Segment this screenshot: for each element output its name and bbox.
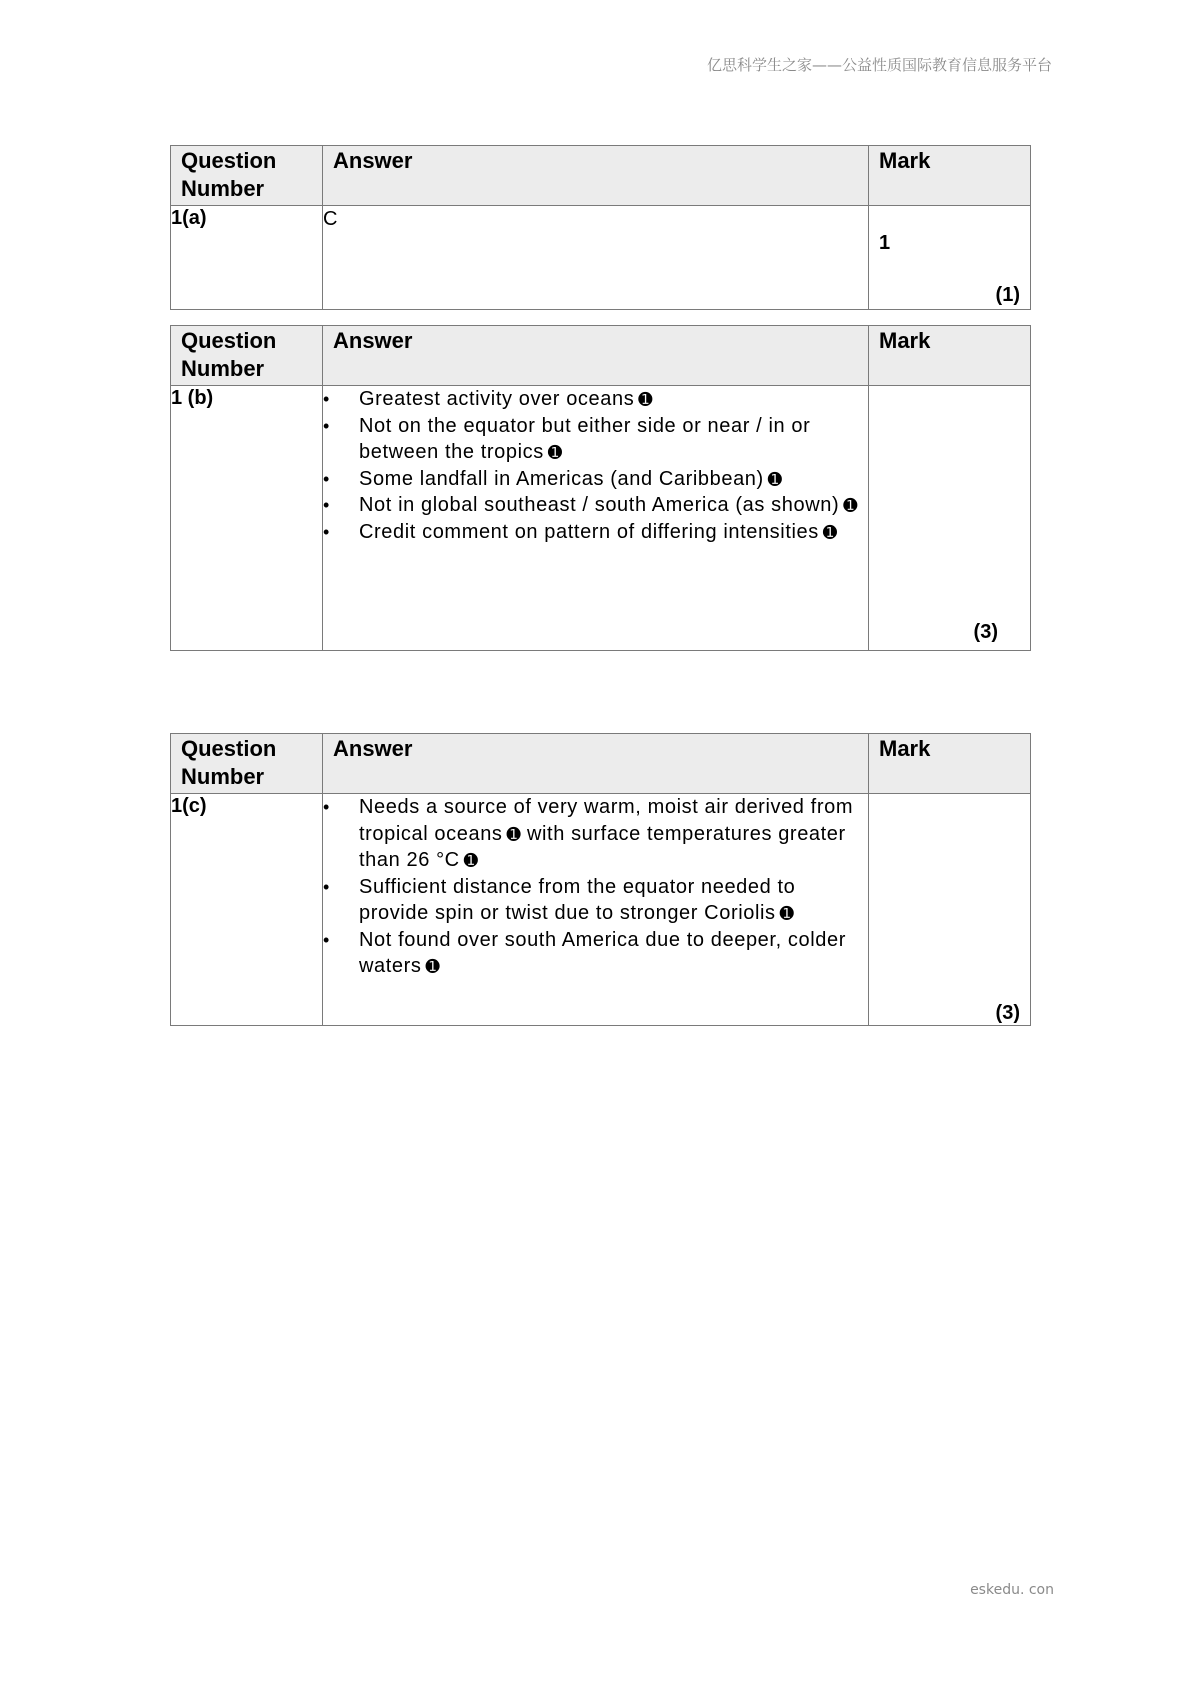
column-header-answer: Answer: [323, 146, 869, 206]
mark-tick-icon: ➊: [779, 904, 794, 923]
answer-point: • Greatest activity over oceans ➊: [359, 386, 868, 413]
column-header-mark: Mark: [869, 146, 1031, 206]
mark-tick-icon: ➊: [822, 522, 838, 542]
column-header-question: Question Number: [171, 146, 323, 206]
column-header-mark: Mark: [869, 326, 1031, 386]
footer-site-label: eskedu. con: [970, 1582, 1054, 1598]
answer-point: • Not in global southeast / south America (as shown) ➊: [359, 492, 868, 519]
mark-tick-icon: ➊: [843, 496, 858, 515]
mark-total: (3): [995, 1002, 1020, 1024]
answer-point: • Sufficient distance from the equator needed to provide spin or twist due to stronger Coriolis ➊: [359, 874, 868, 927]
column-header-mark: Mark: [869, 734, 1031, 794]
mark-tick-icon: ➊: [425, 957, 440, 976]
mark-scheme-table-1c: [170, 733, 1031, 1026]
mark-tick-icon: ➊: [547, 443, 563, 462]
question-number: 1(c): [171, 794, 323, 1026]
answer-bullet-list: [323, 386, 868, 545]
mark-value: 1: [879, 232, 891, 254]
answer-cell: [323, 386, 869, 651]
mark-total: (1): [995, 284, 1020, 306]
mark-tick-icon: ➊: [463, 851, 478, 870]
mark-tick-icon: ➊: [506, 824, 521, 844]
mark-scheme-table-1a: [170, 145, 1031, 310]
answer-bullet-list: [323, 794, 868, 980]
header-banner: 亿思科学生之家——公益性质国际教育信息服务平台: [706, 56, 1052, 74]
answer-point: • Credit comment on pattern of differing intensities ➊: [359, 519, 868, 546]
column-header-question: Question Number: [171, 326, 323, 386]
mark-cell: [869, 206, 1031, 310]
answer-cell: [323, 794, 869, 1026]
mark-total: (3): [973, 621, 998, 643]
answer-point: • Some landfall in Americas (and Caribbean) ➊: [359, 466, 868, 493]
answer-text: C: [323, 206, 869, 310]
mark-tick-icon: ➊: [767, 469, 783, 489]
column-header-answer: Answer: [323, 734, 869, 794]
mark-cell: [869, 794, 1031, 1026]
mark-scheme-table-1b: [170, 325, 1031, 651]
column-header-answer: Answer: [323, 326, 869, 386]
mark-tick-icon: ➊: [638, 390, 653, 409]
answer-point: • Not found over south America due to deeper, colder waters ➊: [359, 927, 868, 980]
mark-cell: [869, 386, 1031, 651]
question-number: 1(a): [171, 206, 323, 310]
column-header-question: Question Number: [171, 734, 323, 794]
answer-point: • Needs a source of very warm, moist air derived from tropical oceans ➊ with surface temperatures greater than 26 °C ➊: [359, 794, 868, 874]
answer-point: • Not on the equator but either side or near / in or between the tropics ➊: [359, 413, 868, 466]
question-number: 1 (b): [171, 386, 323, 651]
